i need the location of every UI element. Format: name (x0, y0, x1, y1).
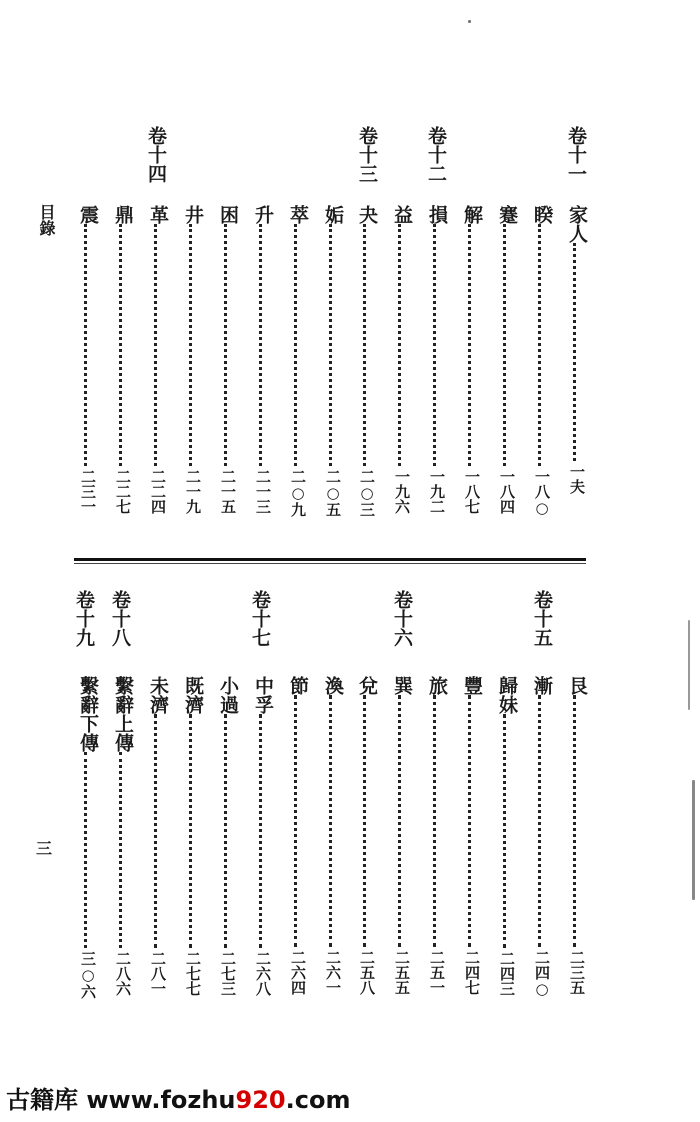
entry-title: 巽 (391, 676, 413, 695)
entry-page: 二六一 (324, 950, 342, 995)
leader-dots (329, 224, 336, 466)
leader-dots (119, 752, 126, 948)
entry-page: 二四七 (463, 950, 481, 995)
entry-page: 二六八 (254, 951, 272, 996)
entry-title: 兌 (356, 676, 378, 695)
toc-entry[interactable] (288, 676, 307, 995)
leader-dots (259, 714, 266, 948)
leader-dots (294, 224, 301, 466)
entry-page: 二四三 (498, 951, 516, 996)
leader-dots (573, 243, 580, 461)
toc-entry[interactable] (323, 676, 342, 995)
entry-title: 解 (461, 205, 483, 224)
volume-label: 卷十八 (109, 590, 131, 647)
entry-title: 旅 (426, 676, 448, 695)
toc-entry[interactable] (392, 676, 411, 995)
entry-page: 二六四 (289, 950, 307, 995)
leader-dots (294, 695, 301, 947)
toc-entry[interactable] (288, 205, 307, 517)
toc-entry[interactable] (462, 205, 481, 514)
scan-speck (688, 620, 690, 710)
toc-entry[interactable] (532, 676, 551, 998)
entry-page: 二七七 (184, 951, 202, 996)
entry-page: 二五五 (393, 950, 411, 995)
toc-entry[interactable] (497, 676, 516, 996)
toc-entry[interactable] (357, 205, 376, 517)
toc-entry[interactable] (113, 676, 132, 996)
leader-dots (363, 224, 370, 466)
entry-title: 小過 (217, 676, 239, 714)
entry-page: 二一三 (254, 469, 272, 514)
entry-page: 二五八 (358, 950, 376, 995)
entry-page: 二一五 (219, 469, 237, 514)
toc-entry[interactable] (218, 205, 237, 514)
entry-title: 繫辭上傳 (112, 676, 134, 752)
entry-title: 繫辭下傳 (77, 676, 99, 752)
scan-speck (692, 780, 695, 900)
section-label: 目錄 (37, 204, 56, 236)
toc-entry[interactable] (532, 205, 551, 517)
entry-title: 蹇 (496, 205, 518, 224)
leader-dots (154, 714, 161, 948)
watermark-suffix: .com (285, 1086, 351, 1114)
leader-dots (84, 752, 91, 948)
entry-title: 損 (426, 205, 448, 224)
volume-label: 卷十三 (356, 126, 378, 183)
entry-title: 睽 (531, 205, 553, 224)
entry-title: 益 (391, 205, 413, 224)
toc-entry[interactable] (148, 205, 167, 514)
toc-entry[interactable] (78, 676, 97, 999)
leader-dots (503, 224, 510, 466)
toc-entry[interactable] (183, 676, 202, 996)
volume-label: 卷十七 (249, 590, 271, 647)
entry-title: 井 (182, 205, 204, 224)
volume-label: 卷十九 (73, 590, 95, 647)
entry-page: 二三五 (568, 950, 586, 995)
leader-dots (433, 224, 440, 466)
entry-title: 渙 (322, 676, 344, 695)
section-divider-thin (74, 563, 586, 564)
leader-dots (259, 224, 266, 466)
leader-dots (503, 714, 510, 948)
entry-page: 二五一 (428, 950, 446, 995)
toc-entry[interactable] (253, 676, 272, 996)
leader-dots (538, 224, 545, 466)
entry-title: 升 (252, 205, 274, 224)
entry-page: 三○六 (79, 951, 97, 999)
page-number: 三 (36, 839, 53, 858)
entry-title: 節 (287, 676, 309, 695)
entry-page: 二○五 (324, 469, 342, 517)
entry-page: 二○九 (289, 469, 307, 517)
entry-page: 一八○ (533, 469, 551, 517)
site-watermark (6, 1080, 350, 1115)
entry-title: 鼎 (112, 205, 134, 224)
entry-title: 震 (77, 205, 99, 224)
entry-title: 既濟 (182, 676, 204, 714)
toc-entry[interactable] (567, 676, 586, 995)
toc-entry[interactable] (78, 205, 97, 514)
leader-dots (224, 224, 231, 466)
entry-title: 歸妹 (496, 676, 518, 714)
leader-dots (398, 695, 405, 947)
entry-page: 二○三 (358, 469, 376, 517)
entry-page: 二三一 (79, 469, 97, 514)
entry-title: 家人 (566, 205, 588, 243)
entry-page: 一九二 (428, 469, 446, 514)
toc-entry[interactable] (323, 205, 342, 517)
entry-title: 艮 (566, 676, 588, 695)
entry-page: 一九六 (393, 469, 411, 514)
toc-entry[interactable] (148, 676, 167, 996)
watermark-prefix: 古籍库 www.fozhu (6, 1086, 236, 1114)
entry-page: 二二七 (114, 469, 132, 514)
entry-title: 未濟 (147, 676, 169, 714)
leader-dots (329, 695, 336, 947)
toc-entry[interactable] (392, 205, 411, 514)
entry-title: 豐 (461, 676, 483, 695)
leader-dots (363, 695, 370, 947)
volume-label: 卷十一 (565, 126, 587, 183)
toc-entry[interactable] (357, 676, 376, 995)
scan-speck (468, 20, 471, 23)
entry-title: 漸 (531, 676, 553, 695)
entry-title: 萃 (287, 205, 309, 224)
leader-dots (119, 224, 126, 466)
toc-entry[interactable] (427, 676, 446, 995)
leader-dots (433, 695, 440, 947)
leader-dots (84, 224, 91, 466)
toc-entry[interactable] (462, 676, 481, 995)
entry-page: 二八六 (114, 951, 132, 996)
entry-page: 二一九 (184, 469, 202, 514)
toc-entry[interactable] (113, 205, 132, 514)
entry-title: 困 (217, 205, 239, 224)
leader-dots (573, 695, 580, 947)
volume-label: 卷十四 (145, 126, 167, 183)
leader-dots (189, 714, 196, 948)
entry-page: 一八七 (463, 469, 481, 514)
toc-entry[interactable] (567, 205, 586, 494)
toc-entry[interactable] (253, 205, 272, 514)
entry-title: 中孚 (252, 676, 274, 714)
entry-page: 二八一 (149, 951, 167, 996)
entry-page: 二七三 (219, 951, 237, 996)
toc-entry[interactable] (497, 205, 516, 514)
entry-page: 一八四 (498, 469, 516, 514)
entry-title: 夬 (356, 205, 378, 224)
toc-entry[interactable] (427, 205, 446, 514)
section-divider (74, 558, 586, 561)
entry-title: 姤 (322, 205, 344, 224)
entry-page: 一夫 (568, 464, 586, 494)
toc-entry[interactable] (183, 205, 202, 514)
toc-entry[interactable] (218, 676, 237, 996)
leader-dots (468, 224, 475, 466)
entry-page: 二四○ (533, 950, 551, 998)
volume-label: 卷十二 (425, 126, 447, 183)
leader-dots (538, 695, 545, 947)
leader-dots (224, 714, 231, 948)
leader-dots (468, 695, 475, 947)
volume-label: 卷十六 (391, 590, 413, 647)
entry-title: 革 (147, 205, 169, 224)
volume-label: 卷十五 (531, 590, 553, 647)
leader-dots (189, 224, 196, 466)
leader-dots (154, 224, 161, 466)
leader-dots (398, 224, 405, 466)
watermark-number: 920 (235, 1086, 286, 1114)
entry-page: 二二四 (149, 469, 167, 514)
